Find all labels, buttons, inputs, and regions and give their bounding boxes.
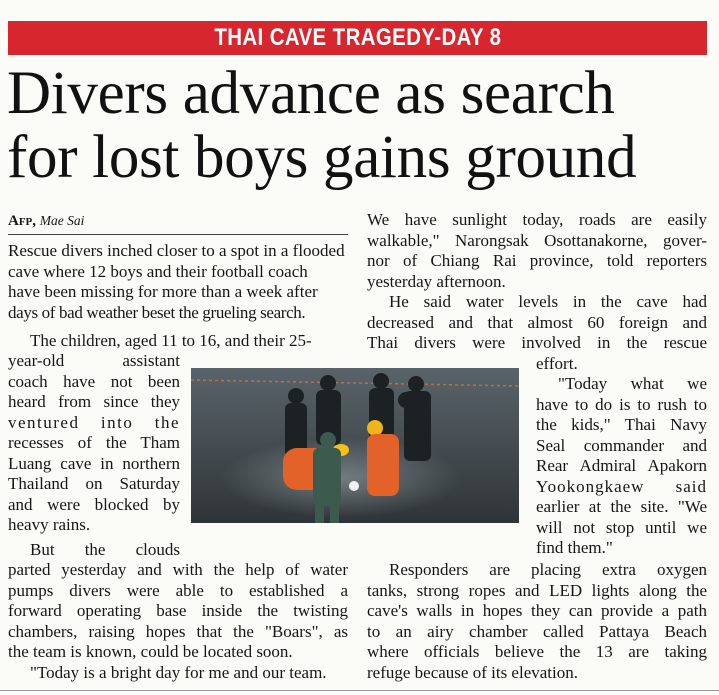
- right-column-p2-full: [367, 292, 707, 354]
- text-line: Yookongkaew said: [536, 476, 707, 496]
- text-line: where officials believe the 13 are taking: [367, 642, 707, 661]
- text-line: effort.: [536, 354, 578, 373]
- text-line: recesses of the Tham: [8, 433, 180, 452]
- left-column-p3-full: [8, 560, 348, 663]
- text-line: coach have not been: [8, 371, 180, 391]
- text-line: the kids," Thai Navy: [536, 415, 707, 434]
- text-line: Rear Admiral Apakorn: [536, 456, 707, 475]
- text-line: ventured into the: [8, 412, 180, 432]
- text-line: Thai divers were involved in the rescue: [367, 333, 707, 352]
- left-column-p2-wrap: [8, 351, 180, 536]
- text-line: cave where 12 boys and their football coach: [8, 261, 308, 281]
- headline-line-2: for lost boys gains ground: [7, 124, 637, 191]
- left-column-p3-wrap: [8, 540, 180, 561]
- text-line: walkable," Narongsak Osottanakorne, gover-: [367, 230, 707, 250]
- text-line: Luang cave in northern: [8, 453, 180, 473]
- right-column-p4: [367, 560, 707, 683]
- rescue-photo: [191, 368, 519, 523]
- text-line: We have sunlight today, roads are easily: [367, 210, 707, 229]
- text-line: Thailand on Saturday: [8, 474, 180, 493]
- text-line: The children, aged 11 to 16, and their 25-: [30, 331, 312, 350]
- text-line: and were blocked by: [8, 494, 180, 514]
- page-bottom-rule: [0, 690, 719, 691]
- text-line: forward operating base inside the twisting: [8, 601, 348, 620]
- right-column-p3-wrap: [536, 374, 707, 559]
- right-column-p1: [367, 210, 707, 292]
- byline-agency: Afp,: [8, 213, 37, 229]
- text-line: find them.": [536, 538, 613, 557]
- section-banner-label: THAI CAVE TRAGEDY-DAY 8: [213, 24, 502, 51]
- text-line: Seal commander and: [536, 435, 707, 455]
- text-line: heard from since they: [8, 392, 180, 411]
- text-line: pumps divers were able to established a: [8, 580, 348, 600]
- text-line: heavy rains.: [8, 515, 91, 534]
- text-line: decreased and that almost 60 foreign and: [367, 312, 707, 332]
- text-line: "Today is a bright day for me and our team.: [30, 663, 327, 682]
- text-line: the team is known, could be located soon.: [8, 642, 293, 661]
- text-line: will not stop until we: [536, 517, 707, 537]
- text-line: But the clouds: [30, 540, 180, 559]
- text-line: to an airy chamber called Pattaya Beach: [367, 621, 707, 641]
- headline: [7, 62, 712, 190]
- text-line: cave's walls in hopes they can provide a path: [367, 601, 707, 620]
- byline-divider: [8, 234, 348, 235]
- text-line: He said water levels in the cave had: [389, 292, 707, 311]
- text-line: days of bad weather beset the grueling search.: [8, 302, 306, 322]
- text-line: Responders are placing extra oxygen: [389, 560, 707, 579]
- text-line: earlier at the site. "We: [536, 497, 707, 516]
- right-column-p2-wrap: [536, 354, 707, 375]
- text-line: chambers, raising hopes that the "Boars", as: [8, 621, 348, 641]
- rescue-photo-illustration: [191, 368, 519, 523]
- left-column-p4: [8, 663, 348, 684]
- text-line: yesterday afternoon.: [367, 271, 506, 291]
- text-line: parted yesterday and with the help of water: [8, 560, 348, 579]
- byline-place: Mae Sai: [39, 213, 85, 228]
- left-column-p2-full: [8, 331, 348, 352]
- text-line: Rescue divers inched closer to a spot in a flooded: [8, 241, 345, 260]
- section-banner: [8, 21, 707, 55]
- text-line: year-old assistant: [8, 351, 180, 370]
- text-line: nor of Chiang Rai province, told reporters: [367, 251, 707, 270]
- text-line: tanks, strong ropes and LED lights along the: [367, 580, 707, 600]
- byline: [8, 212, 84, 230]
- text-line: "Today what we: [558, 374, 707, 393]
- left-column-p1: [8, 241, 348, 323]
- text-line: have to do is to rush to: [536, 394, 707, 414]
- headline-line-1: Divers advance as search: [7, 60, 615, 127]
- text-line: refuge because of its elevation.: [367, 662, 578, 682]
- text-line: have been missing for more than a week after: [8, 282, 318, 301]
